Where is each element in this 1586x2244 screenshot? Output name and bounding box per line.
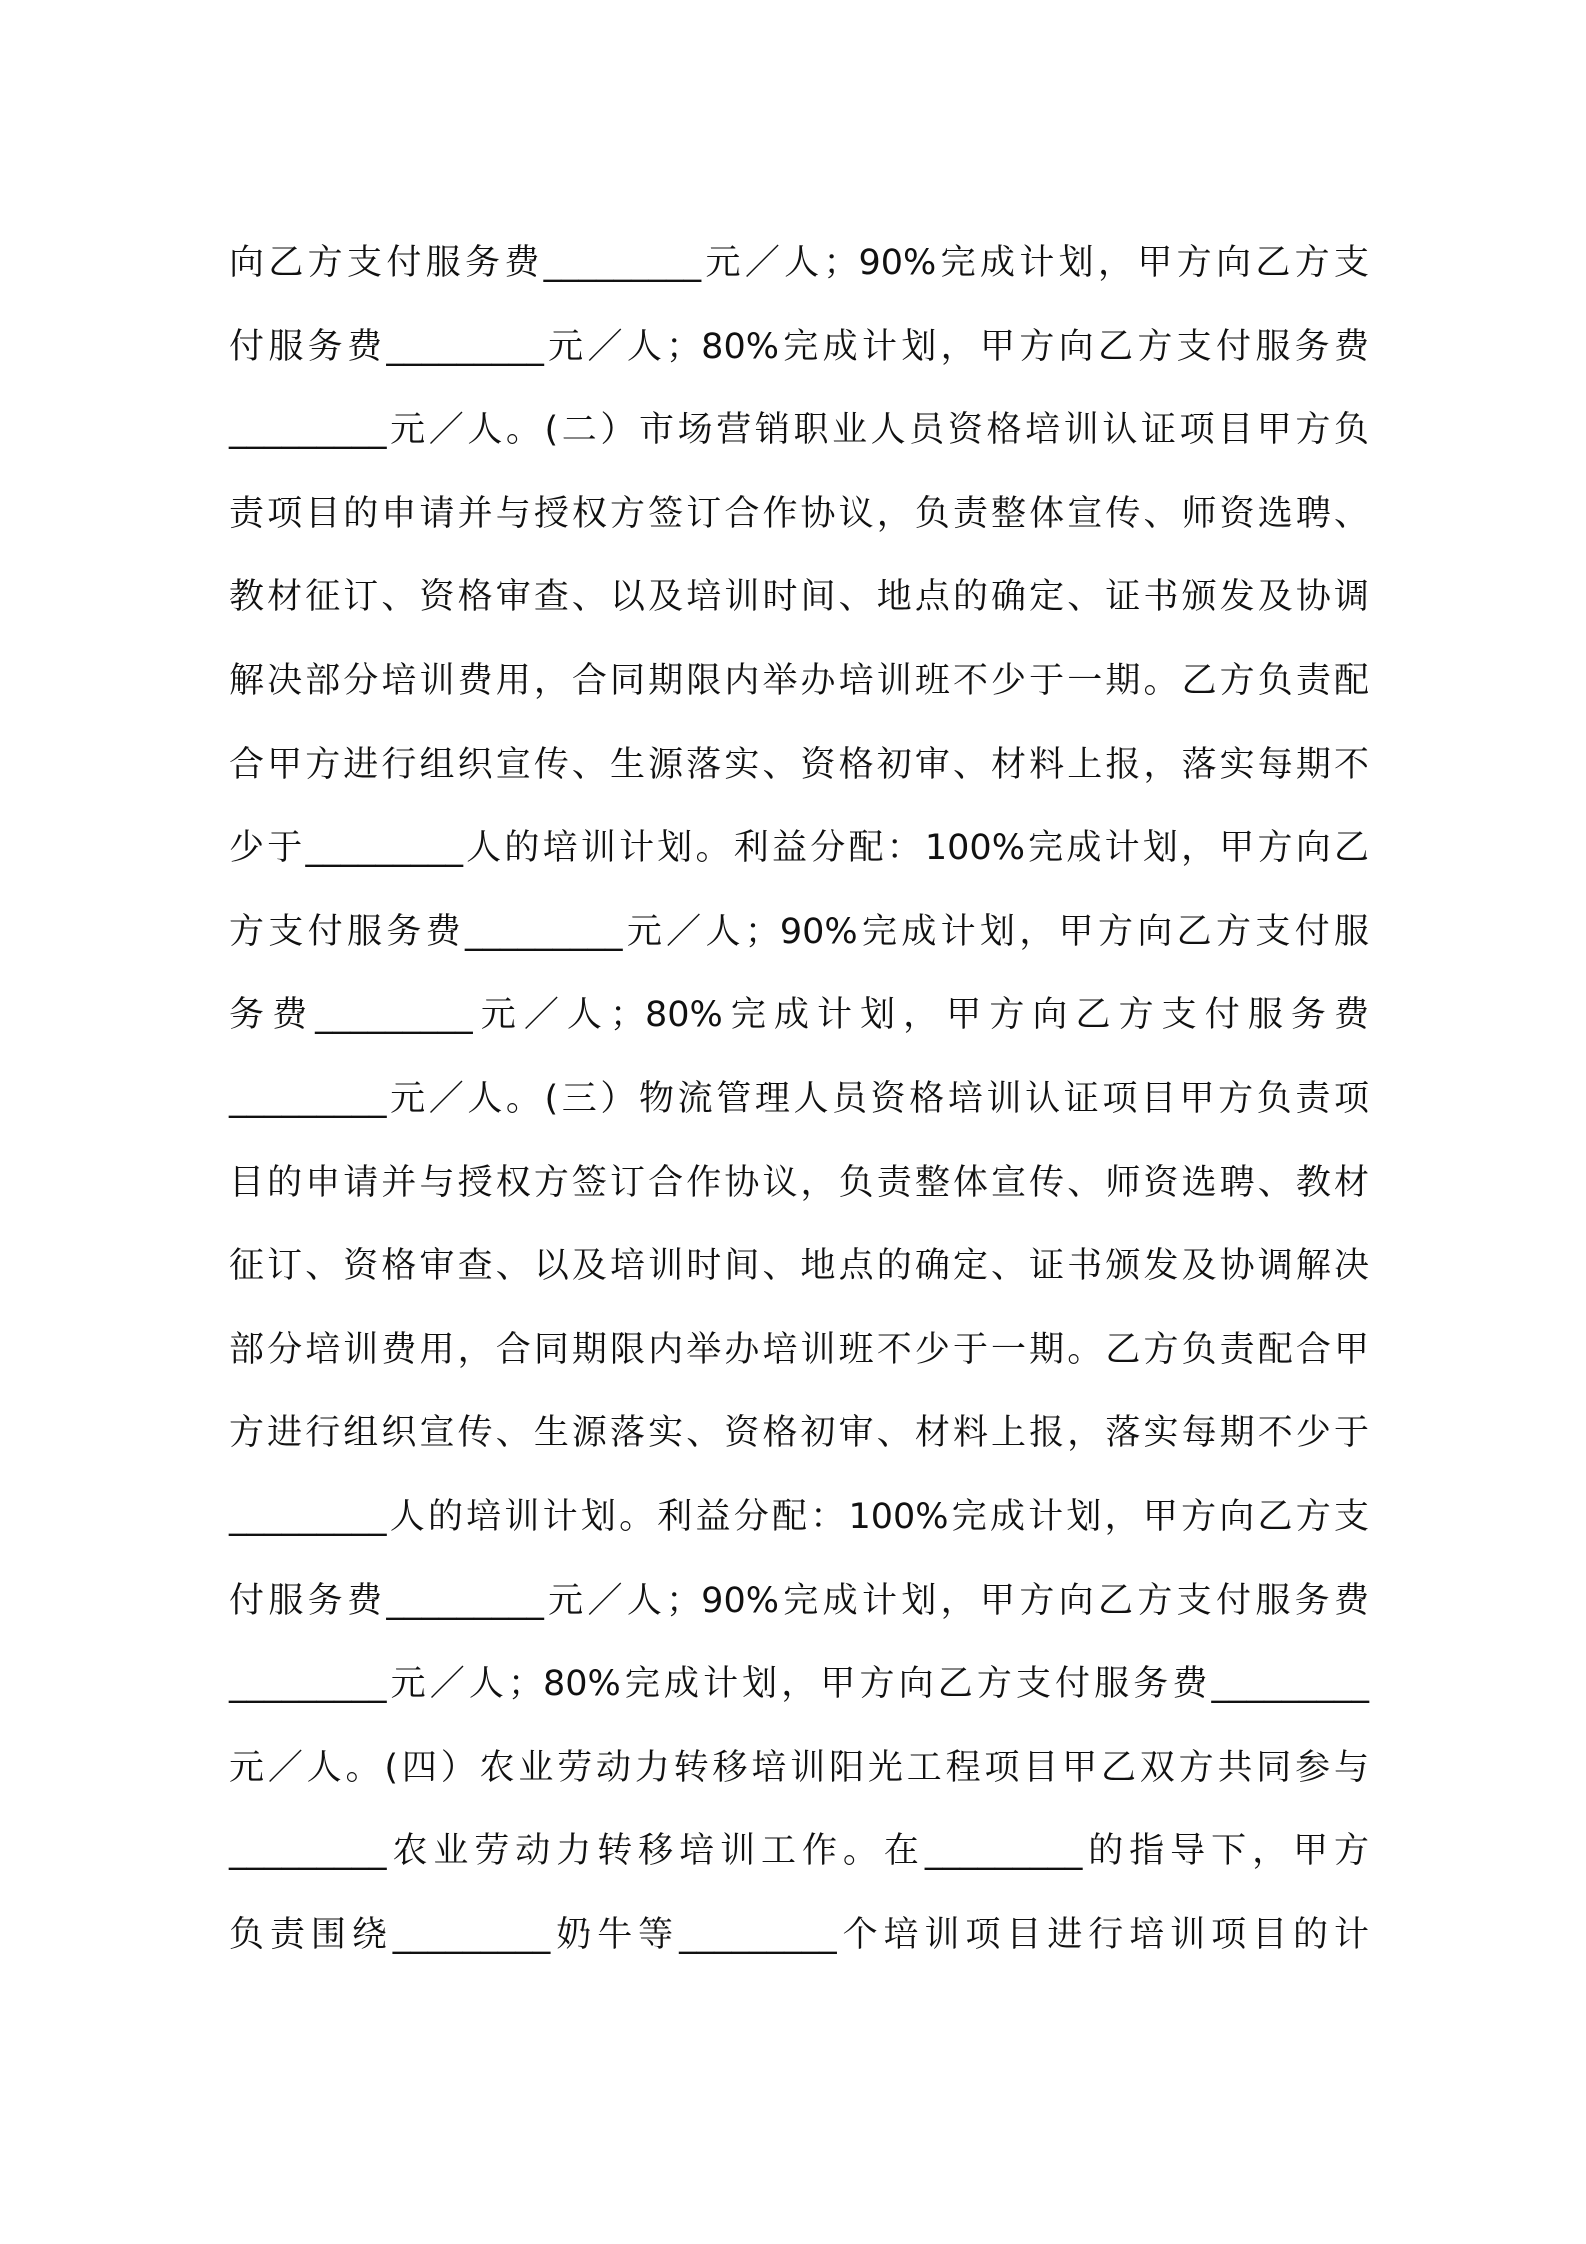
text-line: 责项目的申请并与授权方签订合作协议，负责整体宣传、师资选聘、 xyxy=(229,493,1369,534)
text-line: 部分培训费用，合同期限内举办培训班不少于一期。乙方负责配合甲 xyxy=(229,1329,1369,1370)
text-line: 负责围绕_________奶牛等_________个培训项目进行培训项目的计 xyxy=(229,1914,1369,1955)
text-line: _________元／人。(二）市场营销职业人员资格培训认证项目甲方负 xyxy=(229,410,1369,451)
text-line: 合甲方进行组织宣传、生源落实、资格初审、材料上报，落实每期不 xyxy=(229,744,1369,785)
text-line: 付服务费_________元／人；90%完成计划，甲方向乙方支付服务费 xyxy=(229,1580,1369,1621)
text-line: 少于_________人的培训计划。利益分配：100%完成计划，甲方向乙 xyxy=(229,828,1369,869)
text-line: 务费_________元／人；80%完成计划，甲方向乙方支付服务费 xyxy=(229,995,1369,1036)
text-line: _________农业劳动力转移培训工作。在_________的指导下，甲方 xyxy=(229,1831,1369,1872)
text-line: 方进行组织宣传、生源落实、资格初审、材料上报，落实每期不少于 xyxy=(229,1413,1369,1454)
text-line: _________元／人；80%完成计划，甲方向乙方支付服务费_________ xyxy=(229,1664,1369,1705)
text-line: 目的申请并与授权方签订合作协议，负责整体宣传、师资选聘、教材 xyxy=(229,1162,1369,1203)
body-text xyxy=(229,228,1369,1983)
text-line: 征订、资格审查、以及培训时间、地点的确定、证书颁发及协调解决 xyxy=(229,1246,1369,1287)
text-line: 元／人。(四）农业劳动力转移培训阳光工程项目甲乙双方共同参与 xyxy=(229,1747,1369,1788)
text-line: _________元／人。(三）物流管理人员资格培训认证项目甲方负责项 xyxy=(229,1078,1369,1119)
text-line: 教材征订、资格审查、以及培训时间、地点的确定、证书颁发及协调 xyxy=(229,577,1369,618)
text-line: 方支付服务费_________元／人；90%完成计划，甲方向乙方支付服 xyxy=(229,911,1369,952)
text-line: 解决部分培训费用，合同期限内举办培训班不少于一期。乙方负责配 xyxy=(229,660,1369,701)
text-line: _________人的培训计划。利益分配：100%完成计划，甲方向乙方支 xyxy=(229,1496,1369,1537)
text-line: 付服务费_________元／人；80%完成计划，甲方向乙方支付服务费 xyxy=(229,326,1369,367)
text-line: 向乙方支付服务费_________元／人；90%完成计划，甲方向乙方支 xyxy=(229,243,1369,283)
